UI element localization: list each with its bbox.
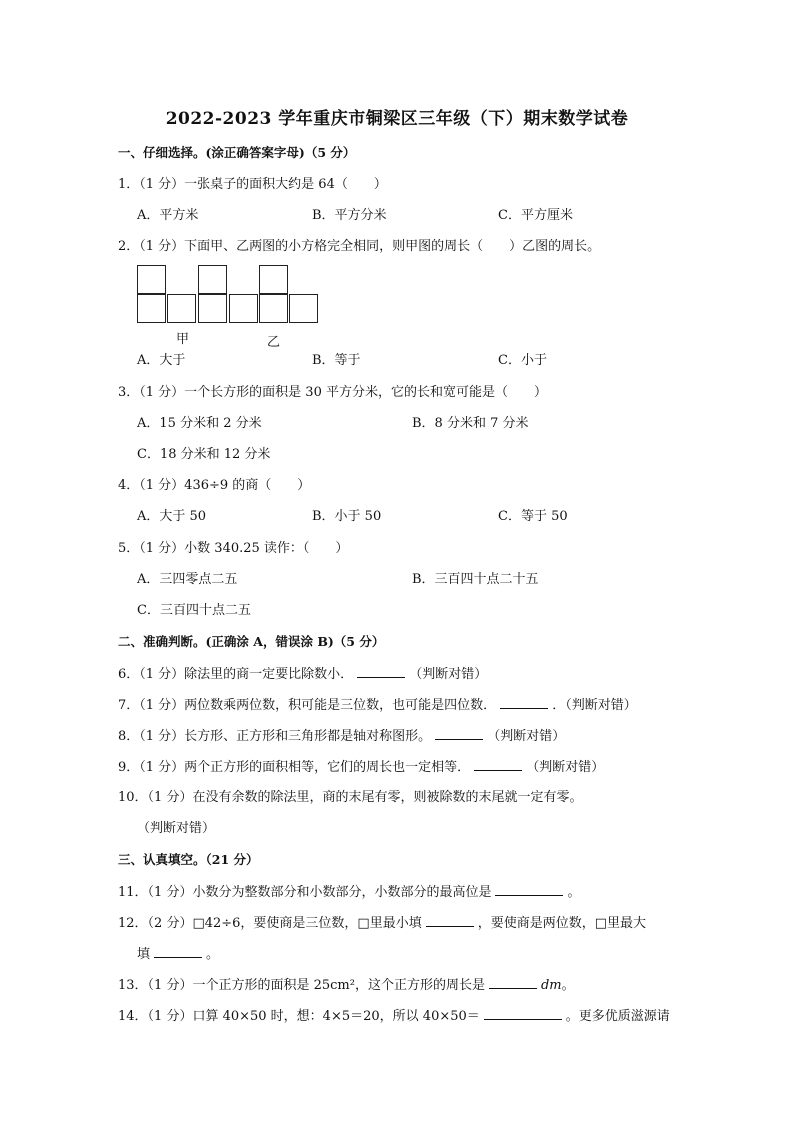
q4-option-b: B．小于 50 [312, 509, 382, 524]
q9-line [118, 758, 604, 777]
section-3-heading: 三、认真填空。（21 分） [118, 852, 259, 867]
grid-cell [289, 294, 318, 323]
q4-stem: 4．（1 分）436÷9 的商（ ） [118, 478, 311, 493]
q6-text: 6．（1 分）除法里的商一定要比除数小． [118, 667, 354, 682]
q1-stem: 1．（1 分）一张桌子的面积大约是 64（ ） [118, 177, 387, 192]
q7-suffix: ．（判断对错） [552, 698, 637, 713]
q6-suffix: （判断对错） [409, 667, 488, 682]
q4-option-c: C．等于 50 [498, 509, 568, 524]
q13-text: 13．（1 分）一个正方形的面积是 25cm²，这个正方形的周长是 [118, 978, 485, 993]
q2-stem: 2．（1 分）下面甲、乙两图的小方格完全相同，则甲图的周长（ ）乙图的周长。 [118, 239, 601, 254]
q9-answer-blank[interactable] [474, 758, 522, 771]
q2-option-c: C．小于 [498, 353, 547, 368]
q5-stem: 5．（1 分）小数 340.25 读作：（ ） [118, 541, 349, 556]
q11-suffix: 。 [567, 885, 581, 900]
q2-option-a: A．大于 [137, 353, 186, 368]
q6-answer-blank[interactable] [357, 665, 405, 678]
q6-line [118, 665, 487, 684]
q12-suffix: 。 [206, 947, 220, 962]
q3-option-b: B．8 分米和 7 分米 [412, 416, 529, 431]
q10-line-2: （判断对错） [137, 821, 216, 836]
q11-line [118, 883, 580, 902]
grid-cell [229, 294, 258, 323]
q13-unit: dm [540, 978, 562, 993]
grid-cell [259, 265, 288, 294]
q1-option-c: C．平方厘米 [498, 208, 573, 223]
page-title: 2022-2023 学年重庆市铜梁区三年级（下）期末数学试卷 [165, 109, 629, 129]
q1-option-a: A．平方米 [137, 208, 199, 223]
section-1-heading: 一、仔细选择。(涂正确答案字母)（5 分） [118, 145, 356, 160]
q12-text: 12．（2 分）□42÷6，要使商是三位数，□里最小填 [118, 916, 422, 931]
q1-option-b: B．平方分米 [312, 208, 387, 223]
q11-text: 11．（1 分）小数分为整数部分和小数部分，小数部分的最高位是 [118, 885, 492, 900]
q14-suffix: 。更多优质滋源请 [565, 1009, 670, 1024]
q13-suffix: 。 [561, 978, 575, 993]
q12-mid-text: ，要使商是两位数，□里最大 [477, 916, 647, 931]
grid-cell [137, 265, 166, 294]
q12-line-1 [118, 914, 646, 933]
q2-option-b: B．等于 [312, 353, 361, 368]
q12-line-2 [137, 945, 219, 964]
grid-cell [137, 294, 166, 323]
q12-answer-blank-1[interactable] [426, 914, 474, 927]
figure-jia-label: 甲 [176, 332, 190, 347]
figure-yi [229, 265, 321, 325]
q8-suffix: （判断对错） [487, 729, 566, 744]
q3-option-a: A．15 分米和 2 分米 [137, 416, 262, 431]
q5-option-a: A．三四零点二五 [137, 572, 238, 587]
grid-cell [198, 265, 227, 294]
q14-line [118, 1007, 670, 1026]
q5-option-c: C．三百四十点二五 [137, 603, 251, 618]
figure-yi-label: 乙 [267, 335, 281, 350]
q11-answer-blank[interactable] [495, 883, 563, 896]
q5-option-b: B．三百四十点二十五 [412, 572, 539, 587]
q3-option-c: C．18 分米和 12 分米 [137, 447, 271, 462]
figure-jia [137, 265, 229, 325]
q13-answer-blank[interactable] [489, 976, 537, 989]
q7-text: 7．（1 分）两位数乘两位数，积可能是三位数，也可能是四位数． [118, 698, 497, 713]
q8-text: 8．（1 分）长方形、正方形和三角形都是轴对称图形。 [118, 729, 432, 744]
q12-line2-text: 填 [137, 947, 151, 962]
q9-text: 9．（1 分）两个正方形的面积相等，它们的周长也一定相等． [118, 760, 471, 775]
q8-line [118, 727, 565, 746]
q7-line [118, 696, 637, 715]
grid-cell [198, 294, 227, 323]
grid-cell [167, 294, 196, 323]
q4-option-a: A．大于 50 [137, 509, 207, 524]
q13-line [118, 976, 575, 995]
q8-answer-blank[interactable] [435, 727, 483, 740]
q9-suffix: （判断对错） [526, 760, 605, 775]
grid-cell [259, 294, 288, 323]
q7-answer-blank[interactable] [500, 696, 548, 709]
q3-stem: 3．（1 分）一个长方形的面积是 30 平方分米，它的长和宽可能是（ ） [118, 385, 547, 400]
q14-answer-blank[interactable] [484, 1007, 562, 1020]
q14-text: 14．（1 分）口算 40×50 时，想：4×5＝20，所以 40×50＝ [118, 1009, 480, 1024]
q12-answer-blank-2[interactable] [154, 945, 202, 958]
section-2-heading: 二、准确判断。(正确涂 A，错误涂 B)（5 分） [118, 634, 385, 649]
q10-line-1: 10．（1 分）在没有余数的除法里，商的末尾有零，则被除数的末尾就一定有零。 [118, 790, 583, 805]
